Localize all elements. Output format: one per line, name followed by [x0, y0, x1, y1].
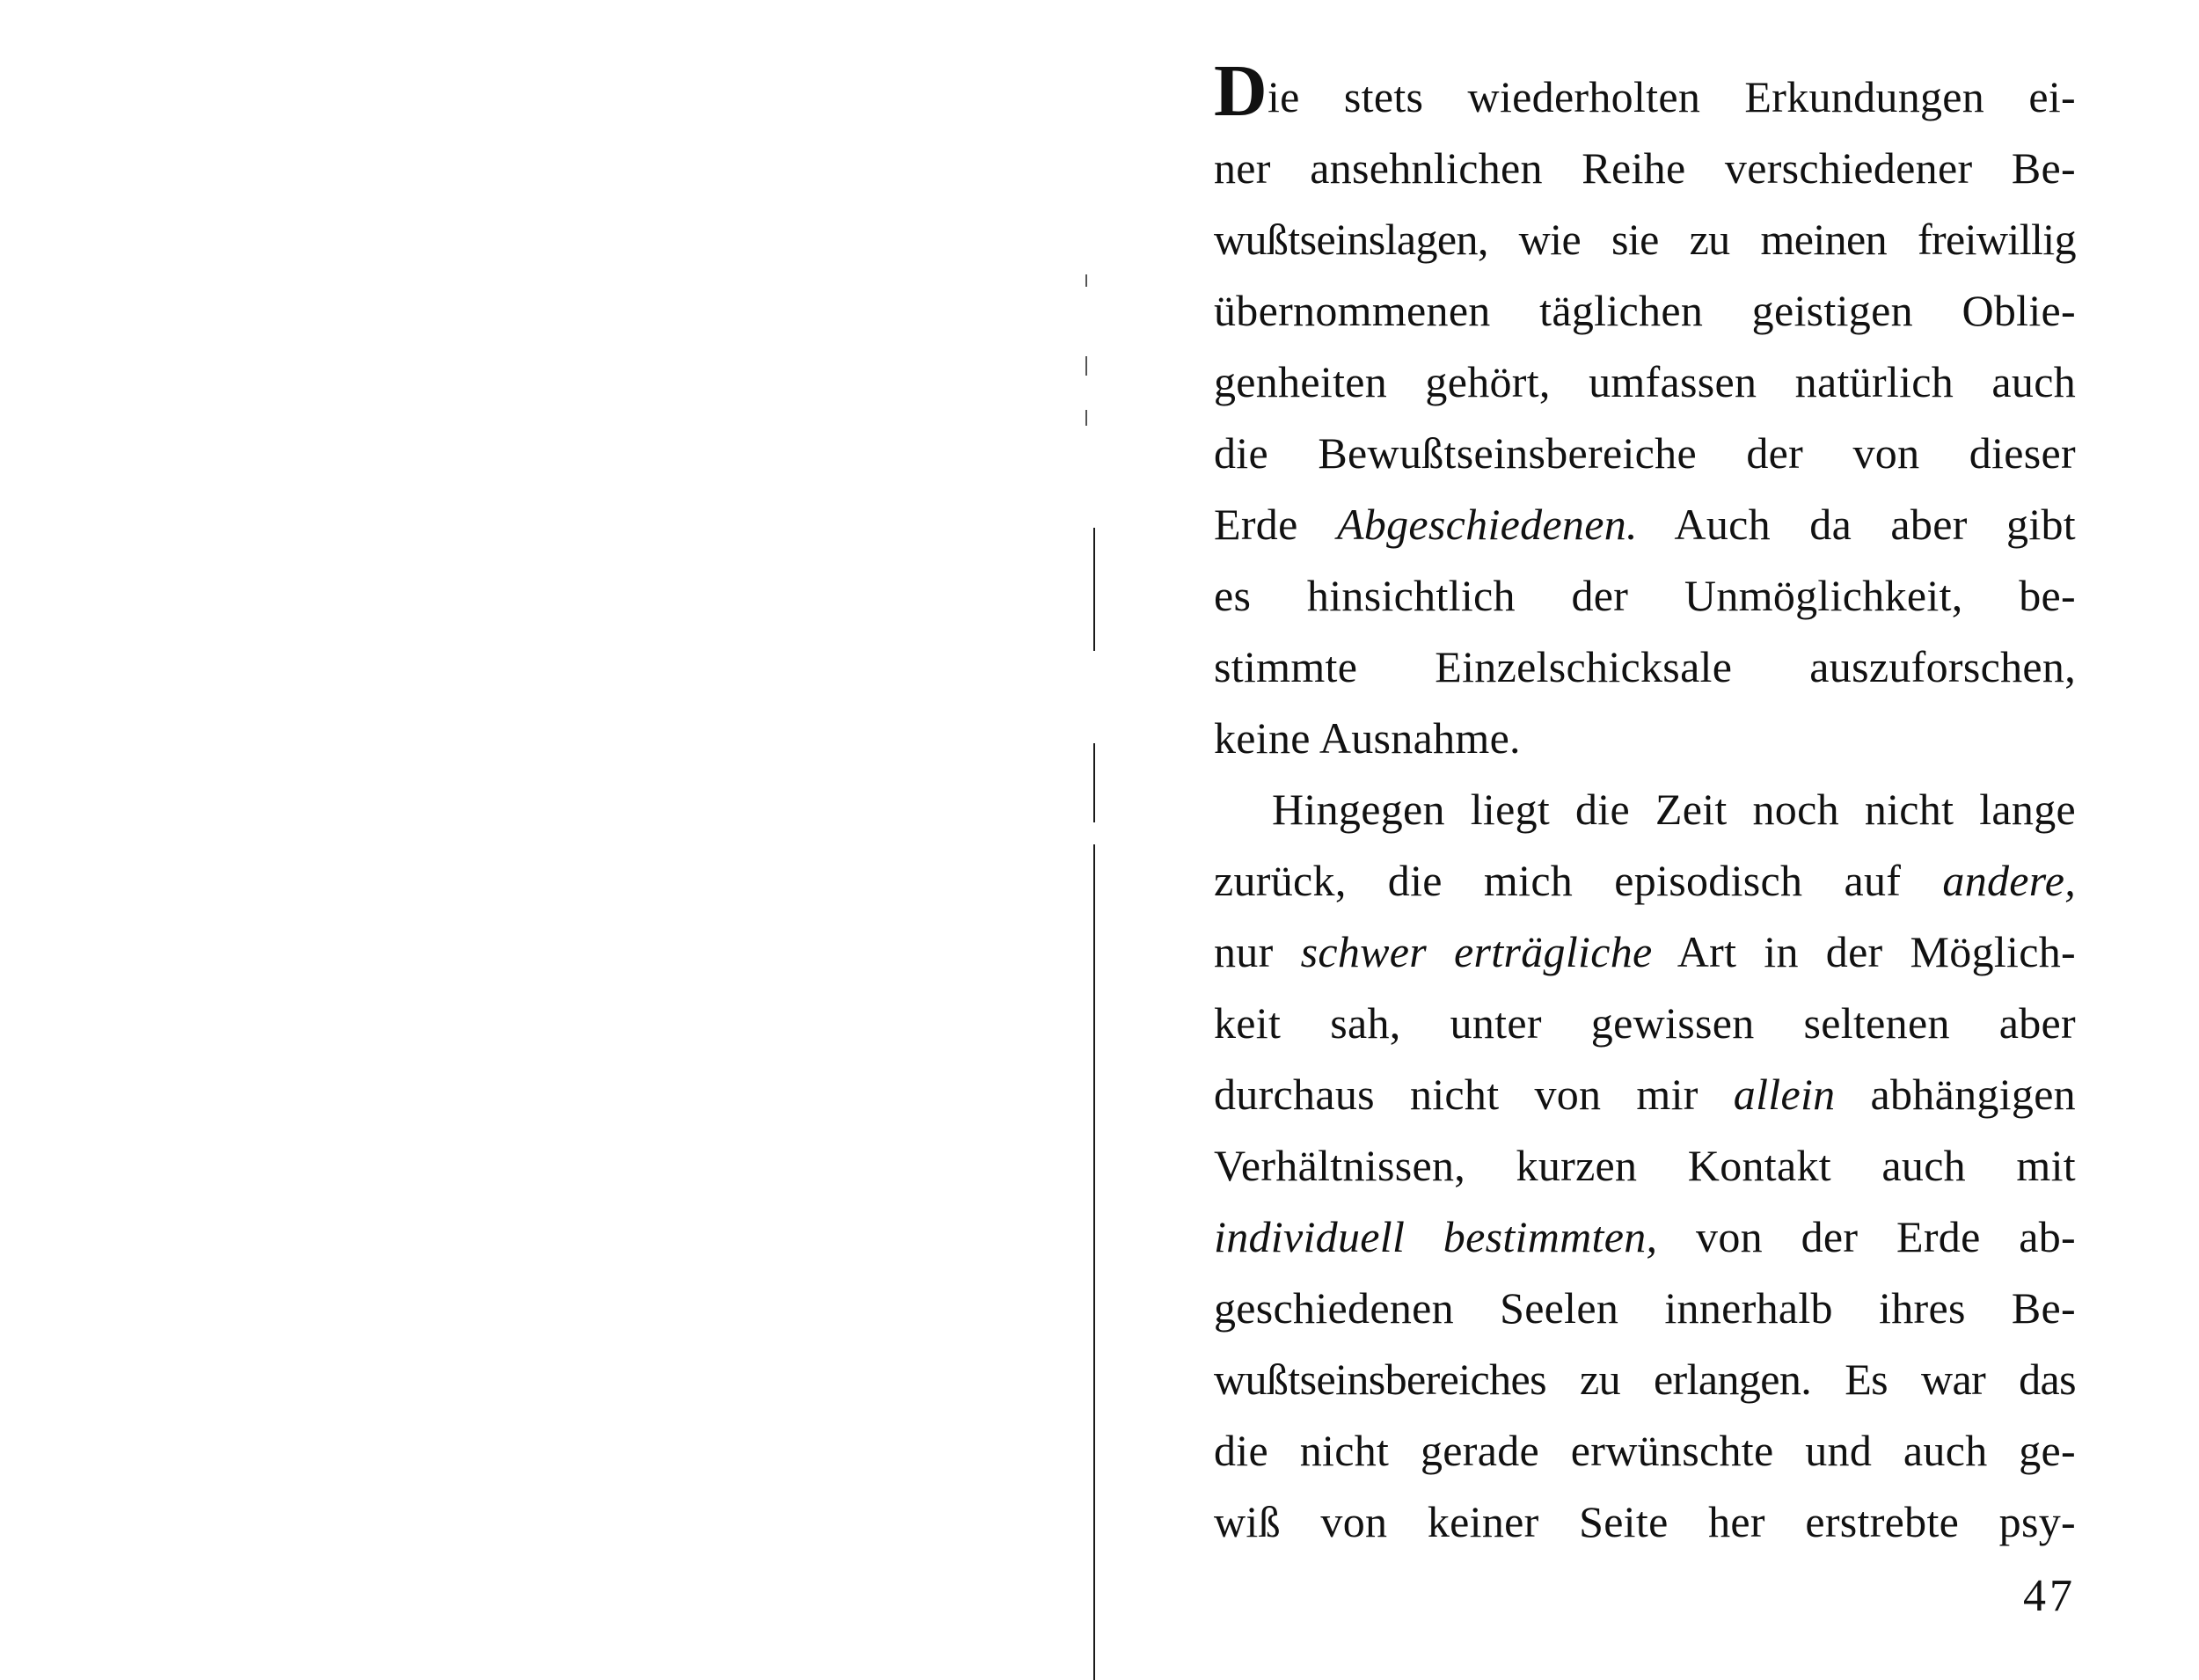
drop-cap: D — [1214, 50, 1268, 132]
binding-edge-line — [1093, 844, 1095, 1680]
text-line: Hingegen liegt die Zeit noch nicht lange — [1272, 785, 2076, 834]
emphasis-text: Abgeschiedenen. — [1336, 500, 1638, 549]
text-line — [1214, 489, 2076, 560]
text-line: keine Ausnahme. — [1214, 713, 1521, 763]
text-line: wiß von keiner Seite her erstrebte psy- — [1214, 1497, 2076, 1546]
paragraph-1 — [1214, 50, 2077, 774]
emphasis-text: andere, — [1942, 856, 2076, 905]
line-text: Auch da aber gibt — [1637, 500, 2077, 549]
text-line: genheiten gehört, umfassen natürlich auch — [1214, 357, 2076, 406]
text-line — [1214, 1059, 2076, 1130]
binding-edge-line — [1093, 528, 1095, 651]
binding-edge-line — [1093, 743, 1095, 822]
text-line: wußtseinsbereiches zu erlangen. Es war das — [1214, 1355, 2076, 1404]
line-text: abhängigen — [1835, 1070, 2076, 1119]
line-text: Art in der Möglich- — [1652, 927, 2076, 976]
text-line: ner ansehnlichen Reihe verschiedener Be- — [1214, 143, 2076, 193]
line-text: nur — [1214, 927, 1301, 976]
text-line — [1214, 1202, 2076, 1273]
emphasis-text: allein — [1733, 1070, 1836, 1119]
text-line: geschiedenen Seelen innerhalb ihres Be- — [1214, 1283, 2076, 1333]
emphasis-text: schwer erträgliche — [1300, 927, 1653, 976]
text-line: Verhältnissen, kurzen Kontakt auch mit — [1214, 1141, 2076, 1190]
line-text: von der Erde ab- — [1657, 1212, 2077, 1261]
line-text: zurück, die mich episodisch auf — [1214, 856, 1943, 905]
text-line: stimmte Einzelschicksale auszuforschen, — [1214, 642, 2076, 691]
paragraph-2 — [1214, 774, 2076, 1558]
gutter-mark — [1085, 410, 1087, 426]
page-number: 47 — [2023, 1571, 2076, 1621]
text-line: keit sah, unter gewissen seltenen aber — [1214, 998, 2076, 1048]
text-line: es hinsichtlich der Unmöglichkeit, be- — [1214, 571, 2076, 620]
line-text: Erde — [1214, 500, 1337, 549]
line-text: ie stets wiederholten Erkundungen ei- — [1267, 72, 2076, 121]
text-line — [1214, 917, 2076, 988]
text-line — [1214, 845, 2076, 917]
gutter-mark — [1085, 356, 1087, 376]
text-line: die Bewußtseinsbereiche der von dieser — [1214, 428, 2076, 478]
text-line: übernommenen täglichen geistigen Oblie- — [1214, 286, 2076, 335]
text-line — [1214, 50, 2076, 133]
text-line: wußtseinslagen, wie sie zu meinen freiwillig — [1214, 215, 2076, 264]
line-text: durchaus nicht von mir — [1214, 1070, 1734, 1119]
gutter-mark — [1085, 274, 1087, 287]
left-page-blank — [0, 0, 1091, 1680]
body-text — [1214, 50, 2077, 1558]
text-line: die nicht gerade erwünschte und auch ge- — [1214, 1426, 2076, 1475]
emphasis-text: individuell bestimmten, — [1214, 1212, 1658, 1261]
right-page — [1214, 50, 2093, 1645]
